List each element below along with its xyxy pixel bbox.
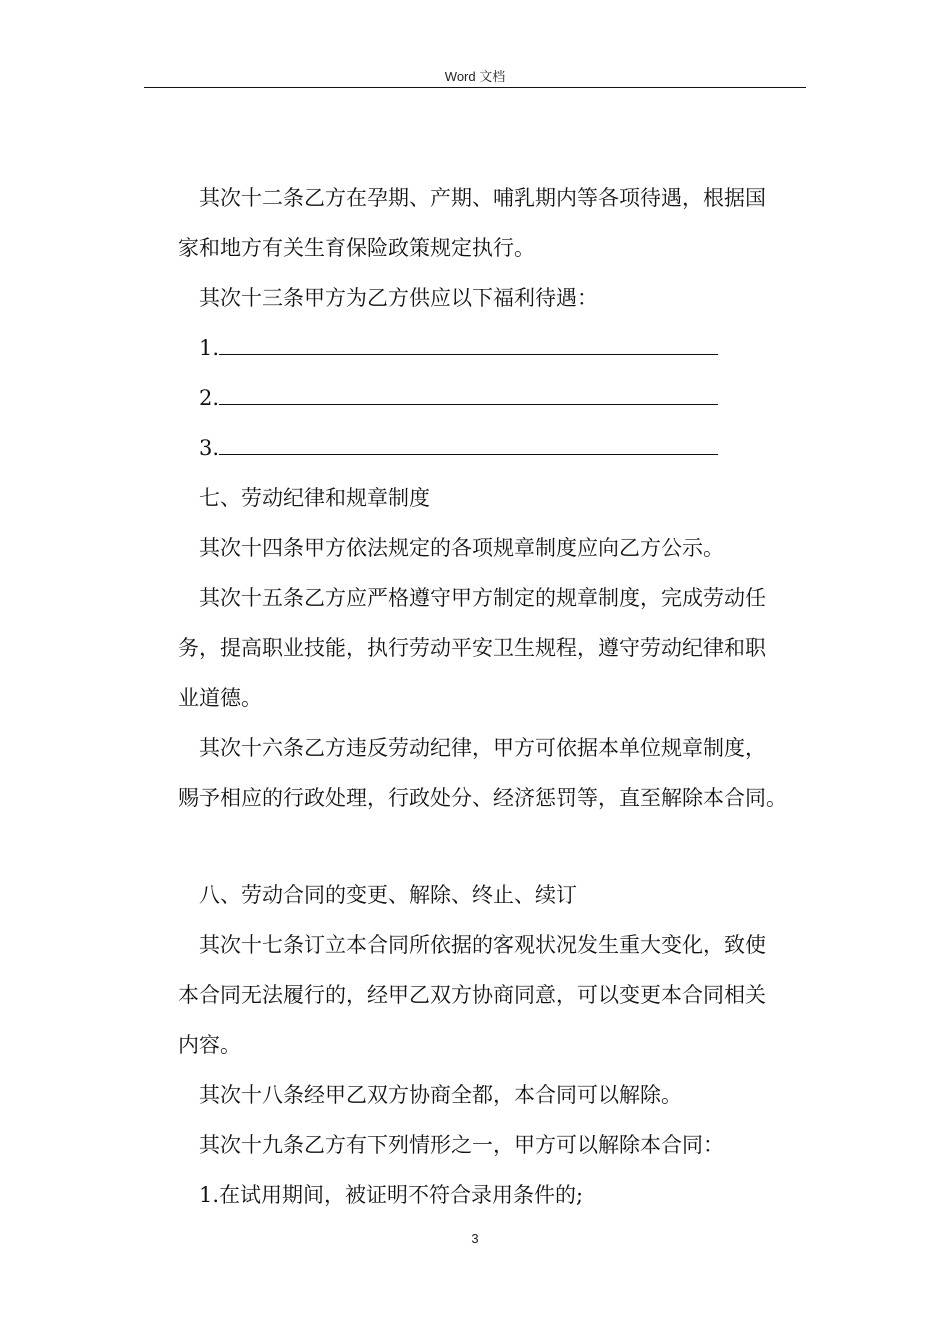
blank-item-1-number: 1. (199, 336, 220, 360)
blank-item-1-fill-line (219, 332, 718, 355)
blank-item-3 (178, 424, 808, 473)
header-divider (144, 87, 806, 88)
blank-item-2-fill-line (219, 382, 718, 405)
document-header-title: Word 文档 (444, 69, 506, 84)
blank-item-3-fill-line (219, 432, 718, 455)
paragraph-article-16-line-1: 其次十六条乙方违反劳动纪律，甲方可依据本单位规章制度， (199, 736, 766, 760)
section-8-heading: 八、劳动合同的变更、解除、终止、续订 (199, 883, 577, 907)
paragraph-article-15-line-1: 其次十五条乙方应严格遵守甲方制定的规章制度，完成劳动任 (199, 586, 766, 610)
section-7-heading: 七、劳动纪律和规章制度 (199, 486, 430, 510)
paragraph-article-17-line-3: 内容。 (178, 1033, 241, 1057)
blank-item-1 (178, 324, 808, 373)
paragraph-article-16-line-2: 赐予相应的行政处理，行政处分、经济惩罚等，直至解除本合同。 (178, 786, 787, 810)
paragraph-article-19-item-1: 1.在试用期间，被证明不符合录用条件的; (199, 1183, 584, 1207)
paragraph-article-15-line-3: 业道德。 (178, 686, 262, 710)
blank-item-3-number: 3. (199, 436, 220, 460)
paragraph-article-12-line-1: 其次十二条乙方在孕期、产期、哺乳期内等各项待遇，根据国 (199, 186, 766, 210)
paragraph-article-18: 其次十八条经甲乙双方协商全都，本合同可以解除。 (199, 1083, 682, 1107)
paragraph-article-17-line-1: 其次十七条订立本合同所依据的客观状况发生重大变化，致使 (199, 933, 766, 957)
paragraph-article-14: 其次十四条甲方依法规定的各项规章制度应向乙方公示。 (199, 536, 724, 560)
page-number: 3 (471, 1231, 479, 1246)
paragraph-article-15-line-2: 务，提高职业技能，执行劳动平安卫生规程，遵守劳动纪律和职 (178, 636, 766, 660)
blank-item-2 (178, 374, 808, 423)
paragraph-article-13: 其次十三条甲方为乙方供应以下福利待遇： (199, 286, 598, 310)
paragraph-article-17-line-2: 本合同无法履行的，经甲乙双方协商同意，可以变更本合同相关 (178, 983, 766, 1007)
paragraph-article-19: 其次十九条乙方有下列情形之一，甲方可以解除本合同： (199, 1133, 724, 1157)
blank-item-2-number: 2. (199, 386, 220, 410)
paragraph-article-12-line-2: 家和地方有关生育保险政策规定执行。 (178, 236, 535, 260)
